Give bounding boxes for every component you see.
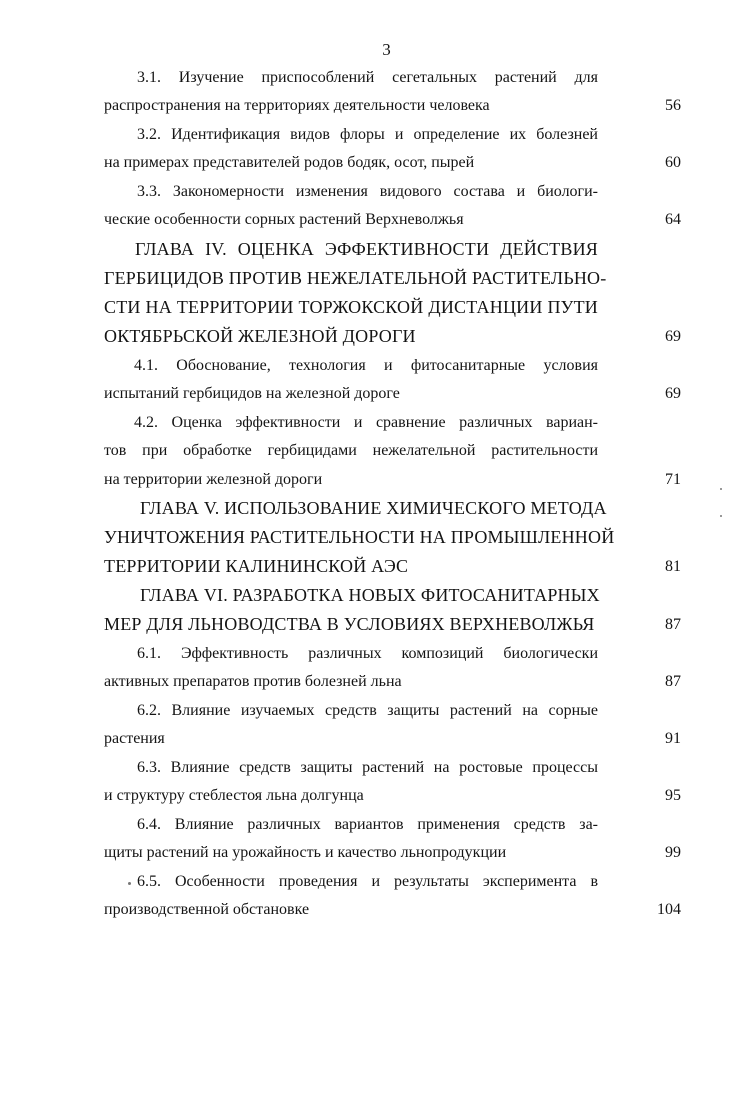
toc-entry-6-4-line-1: 6.4. Влияние различных вариантов применения средств за- [137,816,598,833]
toc-entry-4-2-line-1: 4.2. Оценка эффективности и сравнение различных вариан- [134,414,598,431]
toc-chapter-4-line-2: ГЕРБИЦИДОВ ПРОТИВ НЕЖЕЛАТЕЛЬНОЙ РАСТИТЕЛЬНО- [104,268,607,288]
toc-chapter-4-page: 69 [665,328,681,345]
page-number: 3 [382,40,391,59]
toc-entry-4-2-line-3: на территории железной дороги [104,471,323,488]
toc-entry-6-2-line-2: растения [104,730,165,747]
toc-entry-3-3-line-1: 3.3. Закономерности изменения видового состава и биологи- [137,183,598,200]
toc-chapter-6-line-1: ГЛАВА VI. РАЗРАБОТКА НОВЫХ ФИТОСАНИТАРНЫХ [140,585,600,605]
scan-mark-upper [720,488,722,490]
toc-entry-6-4-line-2: щиты растений на урожайность и качество льнопродукции [104,844,507,861]
toc-chapter-5-line-3: ТЕРРИТОРИИ КАЛИНИНСКОЙ АЭС [104,556,409,576]
toc-chapter-6-page: 87 [665,616,681,633]
toc-chapter-5-line-2: УНИЧТОЖЕНИЯ РАСТИТЕЛЬНОСТИ НА ПРОМЫШЛЕННОЙ [104,527,615,547]
toc-entry-6-5-page: 104 [657,901,681,918]
toc-entry-6-2-page: 91 [665,730,681,747]
toc-entry-6-3-page: 95 [665,787,681,804]
toc-entry-6-3-line-1: 6.3. Влияние средств защиты растений на ростовые процессы [137,759,598,776]
toc-chapter-5-page: 81 [665,558,681,575]
toc-entry-6-3-line-2: и структуру стеблестоя льна долгунца [104,787,364,804]
toc-entry-6-2-line-1: 6.2. Влияние изучаемых средств защиты растений на сорные [137,702,598,719]
toc-entry-3-3-line-2: ческие особенности сорных растений Верхневолжья [104,211,464,228]
toc-entry-3-2-line-1: 3.2. Идентификация видов флоры и определение их болезней [137,126,598,143]
toc-entry-6-5-line-1: 6.5. Особенности проведения и результаты эксперимента в [137,873,598,890]
toc-entry-3-1-line-1: 3.1. Изучение приспособлений сегетальных растений для [137,69,598,86]
toc-entry-3-2-page: 60 [665,154,681,171]
toc-entry-6-5-line-2: производственной обстановке [104,901,310,918]
toc-chapter-4-line-4: ОКТЯБРЬСКОЙ ЖЕЛЕЗНОЙ ДОРОГИ [104,326,416,346]
toc-chapter-4-line-1: ГЛАВА IV. ОЦЕНКА ЭФФЕКТИВНОСТИ ДЕЙСТВИЯ [135,239,598,259]
toc-entry-6-1-line-1: 6.1. Эффективность различных композиций биологически [137,645,598,662]
toc-entry-6-4-page: 99 [665,844,681,861]
toc-entry-6-1-page: 87 [665,673,681,690]
toc-entry-3-2-line-2: на примерах представителей родов бодяк, осот, пырей [104,154,475,171]
scan-speck [128,882,131,885]
toc-entry-3-3-page: 64 [665,211,681,228]
toc-chapter-4-line-3: СТИ НА ТЕРРИТОРИИ ТОРЖОКСКОЙ ДИСТАНЦИИ ПУТИ [104,297,598,317]
toc-chapter-5-line-1: ГЛАВА V. ИСПОЛЬЗОВАНИЕ ХИМИЧЕСКОГО МЕТОДА [140,498,607,518]
toc-entry-4-1-line-2: испытаний гербицидов на железной дороге [104,385,400,402]
toc-entry-4-2-page: 71 [665,471,681,488]
scan-mark-lower [720,515,722,517]
toc-chapter-6-line-2: МЕР ДЛЯ ЛЬНОВОДСТВА В УСЛОВИЯХ ВЕРХНЕВОЛЖЬЯ [104,614,595,634]
toc-entry-4-2-line-2: тов при обработке гербицидами нежелательной растительности [104,442,598,459]
toc-entry-6-1-line-2: активных препаратов против болезней льна [104,673,402,690]
toc-entry-4-1-page: 69 [665,385,681,402]
toc-entry-3-1-line-2: распространения на территориях деятельности человека [104,97,490,114]
toc-entry-4-1-line-1: 4.1. Обоснование, технология и фитосанитарные условия [134,357,598,374]
toc-entry-3-1-page: 56 [665,97,681,114]
